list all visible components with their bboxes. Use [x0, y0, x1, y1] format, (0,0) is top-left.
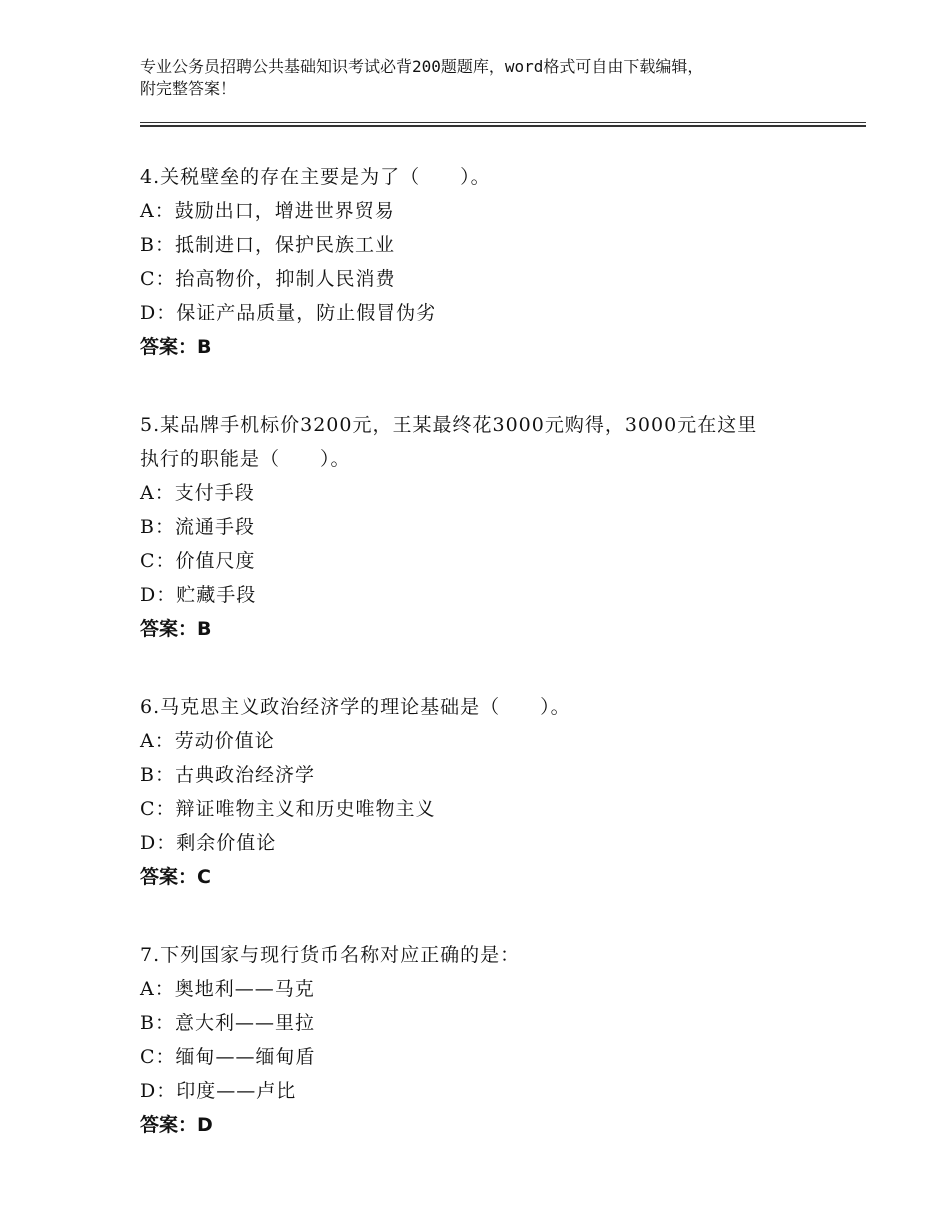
option-c: C：缅甸——缅甸盾: [140, 1046, 316, 1068]
option-b: B：抵制进口，保护民族工业: [140, 234, 395, 256]
header-rule-thin: [140, 122, 866, 123]
option-d: D：保证产品质量，防止假冒伪劣: [140, 302, 437, 324]
option-a: A：鼓励出口，增进世界贸易: [140, 200, 395, 222]
document-header: [140, 56, 840, 100]
option-a: A：劳动价值论: [140, 730, 275, 752]
question-list: [140, 160, 830, 1186]
question-stem: 6.马克思主义政治经济学的理论基础是（ ）。: [140, 696, 571, 718]
option-d: D：剩余价值论: [140, 832, 277, 854]
question-stem-continued: 执行的职能是（ ）。: [140, 448, 351, 470]
option-a: A：支付手段: [140, 482, 255, 504]
question-7: [140, 938, 830, 1142]
answer: 答案：D: [140, 1114, 213, 1136]
question-5: [140, 408, 830, 646]
header-line-1: 专业公务员招聘公共基础知识考试必背200题题库，word格式可自由下载编辑，: [140, 57, 704, 76]
option-d: D：贮藏手段: [140, 584, 257, 606]
question-stem: 7.下列国家与现行货币名称对应正确的是：: [140, 944, 521, 966]
option-c: C：辩证唯物主义和历史唯物主义: [140, 798, 436, 820]
question-4: [140, 160, 830, 364]
header-rule-thick: [140, 125, 866, 127]
answer: 答案：C: [140, 866, 211, 888]
option-c: C：价值尺度: [140, 550, 256, 572]
option-c: C：抬高物价，抑制人民消费: [140, 268, 396, 290]
option-b: B：古典政治经济学: [140, 764, 315, 786]
answer: 答案：B: [140, 336, 212, 358]
option-d: D：印度——卢比: [140, 1080, 297, 1102]
header-line-2: 附完整答案！: [140, 79, 237, 98]
option-b: B：流通手段: [140, 516, 255, 538]
question-6: [140, 690, 830, 894]
question-stem: 4.关税壁垒的存在主要是为了（ ）。: [140, 166, 491, 188]
option-a: A：奥地利——马克: [140, 978, 315, 1000]
question-stem: 5.某品牌手机标价3200元，王某最终花3000元购得，3000元在这里: [140, 414, 758, 436]
option-b: B：意大利——里拉: [140, 1012, 315, 1034]
answer: 答案：B: [140, 618, 212, 640]
